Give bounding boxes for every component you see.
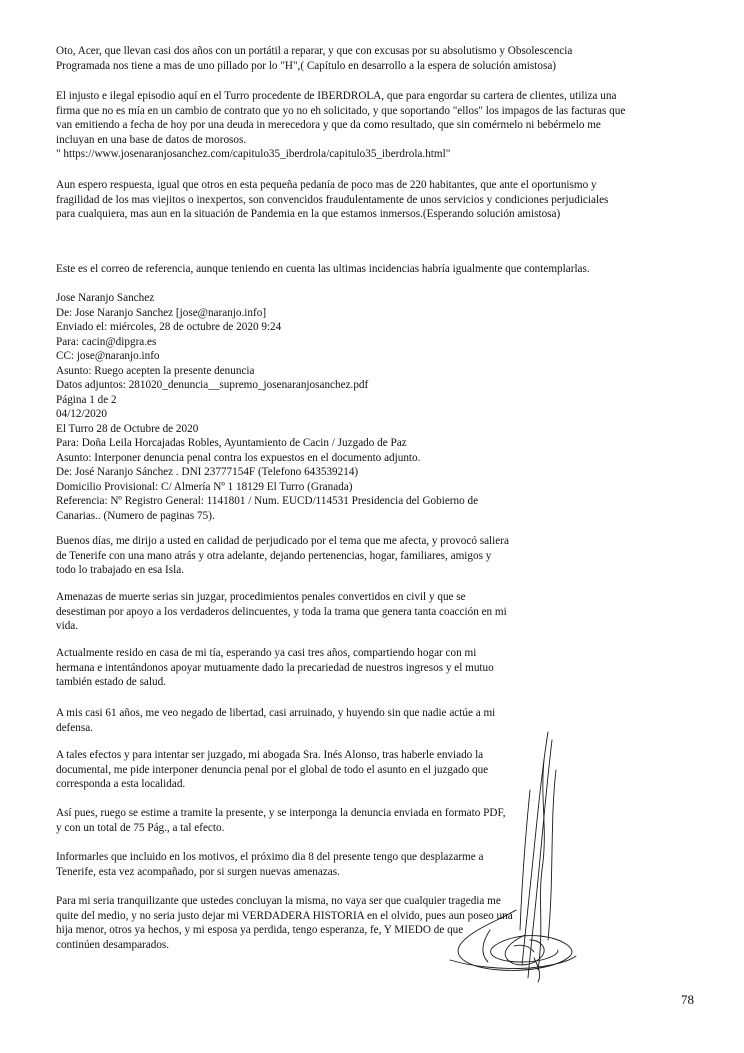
text-line: quite del medio, y no seria justo dejar mi VERDADERA HISTORIA en el olvido, pues aun poseo una (56, 909, 513, 922)
text-line: hermana e intentándonos apoyar mutuamente dado la precariedad de nuestros ingresos y el mutuo (56, 661, 494, 674)
paragraph-iberdrola (56, 89, 696, 162)
email-print-date: 04/12/2020 (56, 408, 107, 420)
email-to: Para: cacin@dipgra.es (56, 335, 157, 348)
text-line: defensa. (56, 721, 93, 734)
paragraph-tenerife (56, 850, 696, 879)
paragraph-tranquilizante (56, 894, 696, 952)
paragraph-correo-referencia (56, 262, 696, 277)
text-line: Aun espero respuesta, igual que otros en esta pequeña pedanía de poco mas de 220 habitantes, que ante el oportunismo y (56, 179, 597, 191)
text-line: van emitiendo a fecha de hoy por una deuda in merecedora y que da como resultado, que sin comérmelo ni bebérmelo me (56, 119, 601, 131)
letter-place-date: El Turro 28 de Octubre de 2020 (56, 422, 199, 435)
iberdrola-link-text: " https://www.josenaranjosanchez.com/capitulo35_iberdrola/capitulo35_iberdrola.html" (56, 148, 451, 160)
text-line: todo lo trabajado en esa Isla. (56, 564, 184, 576)
paragraph-buenos-dias (56, 534, 696, 578)
paragraph-61-anos (56, 706, 696, 735)
letter-reference: Referencia: Nº Registro General: 1141801 / Num. EUCD/114531 Presidencia del Gobierno de (56, 495, 479, 507)
text-line: El injusto e ilegal episodio aquí en el Turro procedente de IBERDROLA, que para engordar su cartera de clientes, utiliza una (56, 90, 617, 102)
email-header (56, 291, 696, 523)
email-cc: CC: jose@naranjo.info (56, 350, 160, 362)
letter-reference-cont: Canarias.. (Numero de paginas 75). (56, 509, 215, 522)
email-from: De: Jose Naranjo Sanchez [jose@naranjo.info] (56, 306, 267, 319)
text-line: vida. (56, 620, 79, 632)
paragraph-oto-acer (56, 44, 696, 73)
text-line: de Tenerife con una mano atrás y otra adelante, dejando pertenencias, hogar, familiares, amigos y (56, 549, 492, 562)
text-line: Amenazas de muerte serias sin juzgar, procedimientos penales convertidos en civil y que se (56, 591, 466, 603)
email-attachments: Datos adjuntos: 281020_denuncia__supremo_josenaranjosanchez.pdf (56, 379, 369, 391)
text-line: incluyan en una base de datos de morosos. (56, 133, 247, 146)
email-subject: Asunto: Ruego acepten la presente denuncia (56, 364, 255, 377)
page-number: 78 (681, 992, 694, 1007)
paragraph-pedania (56, 178, 696, 222)
text-line: Informarles que incluido en los motivos, el próximo dia 8 del presente tengo que desplazarme a (56, 851, 484, 863)
text-line: Este es el correo de referencia, aunque teniendo en cuenta las ultimas incidencias habría igualmente que contemplarlas. (56, 263, 590, 275)
handwritten-signature (430, 730, 580, 990)
text-line: continúen desamparados. (56, 938, 170, 951)
text-line: hija menor, otros ya hechos, y mi esposa ya perdida, tengo esperanza, fe, Y MIEDO de que (56, 924, 464, 936)
text-line: firma que no es mía en un cambio de contrato que yo no eh solicitado, y que soportando "ellos" los impagos de las facturas que (56, 104, 626, 117)
text-line: para cualquiera, mas aun en la situación de Pandemia en la que estamos inmersos.(Esperando solución amistosa) (56, 208, 561, 220)
text-line: documental, me pide interponer denuncia penal por el global de todo el asunto en el juzgado que (56, 763, 489, 776)
text-line: A tales efectos y para intentar ser juzgado, mi abogada Sra. Inés Alonso, tras haberle enviado la (56, 749, 484, 761)
paragraph-abogada (56, 748, 696, 792)
letter-sender: De: José Naranjo Sánchez . DNI 23777154F (Telefono 643539214) (56, 466, 359, 478)
email-sender-name: Jose Naranjo Sanchez (56, 292, 155, 304)
paragraph-tramite (56, 806, 696, 835)
text-line: corresponda a esta localidad. (56, 778, 186, 790)
text-line: Buenos días, me dirijo a usted en calidad de perjudicado por el tema que me afecta, y provocó saliera (56, 535, 509, 547)
email-page-count: Página 1 de 2 (56, 393, 117, 406)
paragraph-actualmente (56, 646, 696, 690)
text-line: Oto, Acer, que llevan casi dos años con un portátil a reparar, y que con excusas por su absolutismo y Obsolescencia (56, 45, 573, 57)
letter-recipient: Para: Doña Leila Horcajadas Robles, Ayuntamiento de Cacin / Juzgado de Paz (56, 437, 407, 449)
text-line: Programada nos tiene a mas de uno pillado por lo "H",( Capítulo en desarrollo a la espera de solución amistosa) (56, 59, 557, 72)
text-line: desestiman por apoyo a los verdaderos delincuentes, y toda la trama que genera tanta coacción en mi (56, 605, 507, 618)
letter-subject: Asunto: Interponer denuncia penal contra los expuestos en el documento adjunto. (56, 451, 421, 464)
text-line: Así pues, ruego se estime a tramite la presente, y se interponga la denuncia enviada en formato PDF, (56, 807, 506, 819)
text-line: Actualmente resido en casa de mi tía, esperando ya casi tres años, compartiendo hogar con mi (56, 647, 477, 659)
text-line: fragilidad de los mas viejitos o inexpertos, son convencidos fraudulentamente de unos servicios y condiciones perjudiciales (56, 193, 609, 206)
text-line: y con un total de 75 Pág., a tal efecto. (56, 821, 225, 834)
text-line: también estado de salud. (56, 676, 166, 688)
email-sent-date: Enviado el: miércoles, 28 de octubre de 2020 9:24 (56, 321, 282, 333)
paragraph-amenazas (56, 590, 696, 634)
text-line: A mis casi 61 años, me veo negado de libertad, casi arruinado, y huyendo sin que nadie actúe a mi (56, 707, 496, 719)
letter-address: Domicilio Provisional: C/ Almería Nº 1 18129 El Turro (Granada) (56, 480, 353, 493)
text-line: Para mi seria tranquilizante que ustedes concluyan la misma, no vaya ser que cualquier tragedia me (56, 895, 501, 907)
text-line: Tenerife, esta vez acompañado, por si surgen nuevas amenazas. (56, 865, 340, 878)
